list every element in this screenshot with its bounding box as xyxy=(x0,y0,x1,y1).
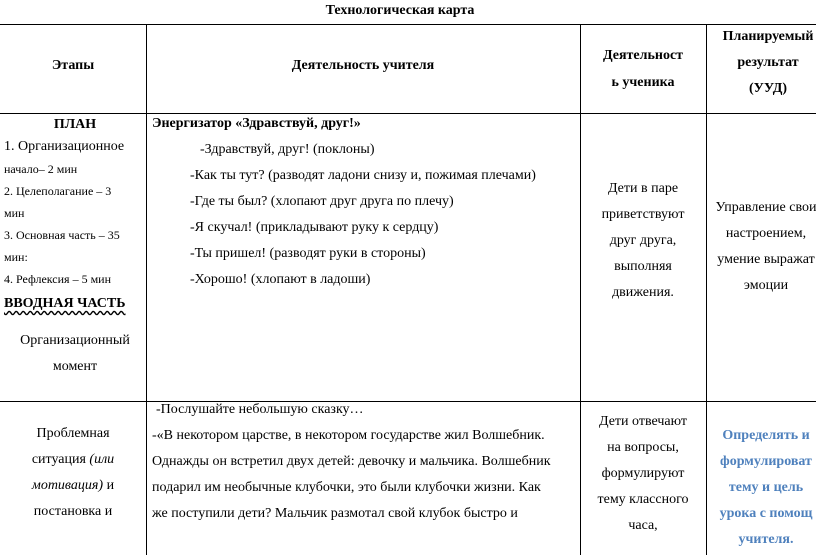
column-divider xyxy=(146,24,147,555)
header-stages: Этапы xyxy=(51,58,95,73)
energizer-line: -Здравствуй, друг! (поклоны) xyxy=(200,142,375,157)
org-moment-line: Организационный xyxy=(20,333,130,348)
header-student-line: ь ученика xyxy=(611,75,675,90)
problem-stage-text: ситуация xyxy=(31,452,90,467)
org-moment xyxy=(4,328,146,380)
plan-title: ПЛАН xyxy=(53,117,97,132)
student-answer-cell xyxy=(580,409,706,539)
intro-section-heading xyxy=(4,292,146,316)
problem-stage-line: постановка и xyxy=(33,504,113,519)
header-result-line: Планируемый xyxy=(722,29,814,44)
student-activity-cell xyxy=(580,176,706,306)
student-answer-line: на вопросы, xyxy=(607,440,679,455)
header-planned-result xyxy=(707,24,816,102)
plan-list xyxy=(4,136,146,290)
story-line: -Послушайте небольшую сказку… xyxy=(156,402,364,417)
student-answer-line: Дети отвечают xyxy=(598,414,688,429)
problem-stage-italic: (или xyxy=(89,452,115,467)
planned-result-line: эмоции xyxy=(743,278,789,293)
story-line: -«В некотором царстве, в некотором государстве жил Волшебник. xyxy=(152,428,545,443)
header-student-activity xyxy=(580,42,706,96)
student-activity-line: Дети в паре xyxy=(607,181,679,196)
plan-item: 2. Целеполагание – 3 xyxy=(4,184,112,198)
energizer-lines xyxy=(152,137,578,293)
header-result-line: (УУД) xyxy=(748,81,788,96)
planned-result-goal-line: тему и цель xyxy=(728,480,804,495)
planned-result-goal-cell xyxy=(707,423,816,553)
student-activity-line: приветствуют xyxy=(601,207,685,222)
problem-stage-cell xyxy=(0,421,146,525)
planned-result-goal-line: формулироват xyxy=(720,454,812,469)
org-moment-line: момент xyxy=(52,359,98,374)
header-result-line: результат xyxy=(737,55,799,70)
planned-result-line: Управление свои xyxy=(715,200,816,215)
student-activity-line: движения. xyxy=(612,285,674,300)
plan-item: мин: xyxy=(4,250,28,264)
problem-stage-line xyxy=(0,447,146,473)
student-answer-line: формулируют xyxy=(601,466,685,481)
student-answer-line: тему классного xyxy=(597,492,689,507)
energizer-title: Энергизатор «Здравствуй, друг!» xyxy=(152,116,361,131)
teacher-energizer-cell xyxy=(152,111,578,293)
energizer-line: -Как ты тут? (разводят ладони снизу и, пожимая плечами) xyxy=(190,168,536,183)
planned-result-goal-line: Определять и xyxy=(722,428,810,443)
header-teacher-activity: Деятельность учителя xyxy=(291,58,435,73)
story-line: подарил им необычные клубочки, это были клубочки жизни. Как xyxy=(152,480,541,495)
plan-cell xyxy=(4,114,146,380)
story-line: Однажды он встретил двух детей: девочку и мальчика. Волшебник xyxy=(152,454,551,469)
problem-stage-line: Проблемная xyxy=(36,426,110,441)
student-answer-line: часа, xyxy=(628,518,658,533)
intro-section-label: ВВОДНАЯ ЧАСТЬ xyxy=(4,296,126,311)
planned-result-goal-line: урока с помощ xyxy=(719,506,813,521)
table-top-border xyxy=(0,24,816,25)
plan-item: 1. Организационное xyxy=(4,139,125,154)
plan-item: начало– 2 мин xyxy=(4,162,78,176)
problem-stage-italic: мотивация) xyxy=(31,478,104,493)
problem-stage-line xyxy=(0,473,146,499)
planned-result-line: настроением, xyxy=(725,226,807,241)
problem-stage-text: и xyxy=(103,478,115,493)
energizer-line: -Я скучал! (прикладывают руку к сердцу) xyxy=(190,220,439,235)
student-activity-line: выполняя xyxy=(614,259,672,274)
planned-result-goal-line: учителя. xyxy=(738,532,794,547)
energizer-line: -Хорошо! (хлопают в ладоши) xyxy=(190,272,371,287)
energizer-line: -Где ты был? (хлопают друг друга по плечу) xyxy=(190,194,454,209)
energizer-line: -Ты пришел! (разводят руки в стороны) xyxy=(190,246,426,261)
planned-result-cell xyxy=(707,195,816,299)
plan-item: 3. Основная часть – 35 xyxy=(4,228,120,242)
plan-item: 4. Рефлексия – 5 мин xyxy=(4,272,112,286)
planned-result-line: умение выражат xyxy=(717,252,815,267)
student-activity-line: друг друга, xyxy=(609,233,677,248)
plan-item: мин xyxy=(4,206,25,220)
header-student-line: Деятельност xyxy=(602,48,684,63)
document-title: Технологическая карта xyxy=(325,3,475,18)
teacher-story-cell xyxy=(152,397,578,527)
story-line: же поступили дети? Мальчик размотал свой клубок быстро и xyxy=(152,506,518,521)
